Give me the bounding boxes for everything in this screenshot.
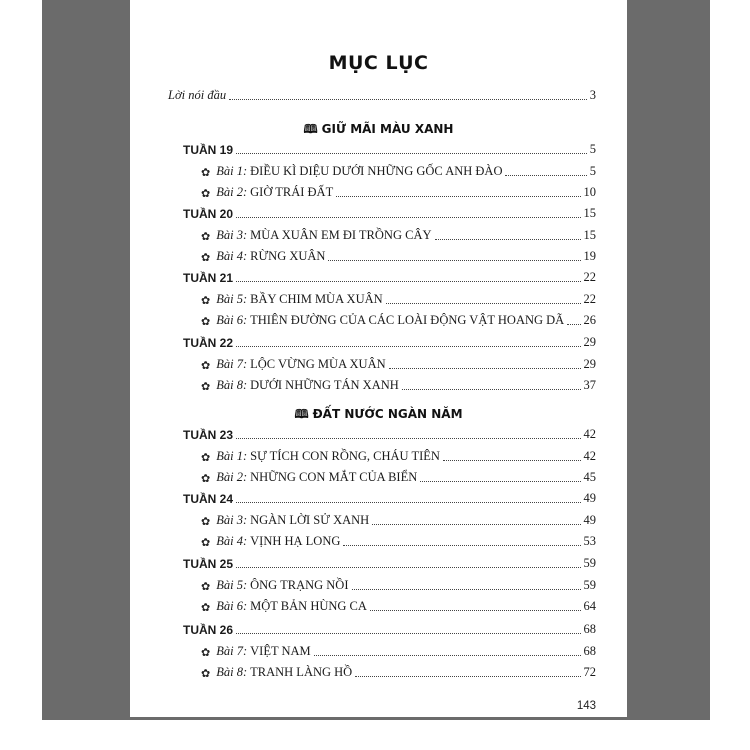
intro-page: 3: [589, 88, 596, 102]
lesson-page: 68: [583, 643, 596, 658]
lesson-title: DƯỚI NHỮNG TÁN XANH: [250, 378, 399, 393]
leader-dots: [236, 216, 580, 218]
toc-lesson-row: [201, 469, 596, 485]
toc-lesson-row: [201, 248, 596, 264]
book-icon: 🕮: [303, 122, 318, 136]
flower-bullet-icon: ✿: [201, 188, 211, 201]
toc-intro: [168, 87, 596, 103]
toc-lesson-row: [201, 512, 596, 528]
leader-dots: [236, 632, 580, 634]
lesson-page: 10: [583, 185, 596, 200]
page-title: MỤC LỤC: [328, 52, 429, 74]
flower-bullet-icon: ✿: [201, 646, 211, 659]
lesson-title: ÔNG TRẠNG NỒI: [250, 577, 349, 592]
lesson-page: 59: [583, 577, 596, 592]
book-page: [130, 0, 627, 717]
lesson-page: 53: [583, 534, 596, 549]
lesson-number: Bài 2:: [216, 470, 248, 485]
lesson-title: RỪNG XUÂN: [250, 249, 326, 264]
toc-week-row: [183, 269, 596, 285]
lesson-page: 29: [583, 356, 596, 371]
flower-bullet-icon: ✿: [201, 230, 211, 243]
toc-lesson-row: [201, 312, 596, 328]
toc-lesson-row: [201, 643, 596, 659]
toc-lesson-row: [201, 356, 596, 372]
week-label: TUẦN 24: [183, 492, 234, 506]
flower-bullet-icon: ✿: [201, 166, 211, 179]
flower-bullet-icon: ✿: [201, 602, 211, 615]
lesson-title: ĐIỀU KÌ DIỆU DƯỚI NHỮNG GỐC ANH ĐÀO: [250, 163, 503, 178]
toc-lesson-row: [201, 577, 596, 593]
lesson-page: 64: [583, 599, 596, 614]
flower-bullet-icon: ✿: [201, 668, 211, 681]
flower-bullet-icon: ✿: [201, 381, 211, 394]
lesson-page: 19: [583, 249, 596, 264]
week-label: TUẦN 19: [183, 143, 234, 157]
lesson-page: 26: [583, 313, 596, 328]
leader-dots: [355, 675, 580, 677]
week-page: 5: [589, 142, 596, 156]
lesson-title: BẦY CHIM MÙA XUÂN: [250, 291, 383, 306]
lesson-title: LỘC VỪNG MÙA XUÂN: [250, 356, 386, 371]
lesson-number: Bài 5:: [216, 291, 248, 306]
toc-week-row: [183, 426, 596, 442]
leader-dots: [402, 388, 581, 390]
leader-dots: [236, 152, 587, 154]
leader-dots: [567, 323, 580, 325]
lesson-number: Bài 8:: [216, 665, 248, 680]
intro-label: Lời nói đầu: [168, 88, 227, 102]
week-label: TUẦN 25: [183, 557, 234, 571]
flower-bullet-icon: ✿: [201, 515, 211, 528]
week-label: TUẦN 20: [183, 207, 234, 221]
toc-week-row: [183, 555, 596, 571]
lesson-number: Bài 8:: [216, 378, 248, 393]
week-page: 68: [583, 622, 596, 636]
toc-lesson-row: [201, 291, 596, 307]
section-title: ĐẤT NƯỚC NGÀN NĂM: [312, 407, 463, 421]
leader-dots: [370, 609, 581, 611]
week-page: 29: [583, 335, 596, 349]
week-label: TUẦN 21: [183, 271, 234, 285]
lesson-number: Bài 7:: [216, 643, 248, 658]
lesson-title: TRANH LÀNG HỒ: [250, 665, 353, 680]
lesson-page: 15: [583, 227, 596, 242]
lesson-number: Bài 6:: [216, 599, 248, 614]
page-number: 143: [576, 700, 596, 712]
lesson-title: VIỆT NAM: [250, 643, 311, 658]
lesson-title: SỰ TÍCH CON RỒNG, CHÁU TIÊN: [250, 448, 440, 463]
leader-dots: [435, 238, 581, 240]
lesson-page: 45: [583, 470, 596, 485]
flower-bullet-icon: ✿: [201, 580, 211, 593]
leader-dots: [336, 195, 580, 197]
leader-dots: [372, 523, 580, 525]
toc-lesson-row: [201, 448, 596, 464]
week-page: 42: [583, 427, 596, 441]
week-page: 49: [583, 491, 596, 505]
lesson-page: 72: [583, 665, 596, 680]
lesson-title: VỊNH HẠ LONG: [250, 534, 341, 549]
lesson-number: Bài 4:: [216, 534, 248, 549]
leader-dots: [443, 459, 581, 461]
leader-dots: [505, 174, 586, 176]
lesson-title: THIÊN ĐƯỜNG CỦA CÁC LOÀI ĐỘNG VẬT HOANG DÃ: [250, 313, 565, 328]
leader-dots: [236, 280, 580, 282]
toc-lesson-row: [201, 377, 596, 393]
lesson-number: Bài 7:: [216, 356, 248, 371]
lesson-title: GIỜ TRÁI ĐẤT: [250, 185, 334, 200]
toc-week-row: [183, 621, 596, 637]
week-label: TUẦN 23: [183, 428, 234, 442]
leader-dots: [236, 437, 580, 439]
leader-dots: [386, 302, 581, 304]
leader-dots: [328, 259, 580, 261]
toc-lesson-row: [201, 533, 596, 549]
flower-bullet-icon: ✿: [201, 359, 211, 372]
lesson-title: MÙA XUÂN EM ĐI TRỒNG CÂY: [250, 227, 432, 242]
leader-dots: [236, 345, 580, 347]
leader-dots: [389, 367, 581, 369]
flower-bullet-icon: ✿: [201, 537, 211, 550]
leader-dots: [420, 480, 580, 482]
toc-week-row: [183, 490, 596, 506]
toc-lesson-row: [201, 598, 596, 614]
section-title: GIỮ MÃI MÀU XANH: [321, 122, 454, 136]
leader-dots: [236, 566, 580, 568]
flower-bullet-icon: ✿: [201, 473, 211, 486]
toc-week-row: [183, 141, 596, 157]
lesson-page: 5: [589, 163, 596, 178]
book-icon: 🕮: [294, 407, 309, 421]
leader-dots: [236, 501, 580, 503]
flower-bullet-icon: ✿: [201, 451, 211, 464]
flower-bullet-icon: ✿: [201, 316, 211, 329]
leader-dots: [314, 654, 581, 656]
week-label: TUẦN 26: [183, 623, 234, 637]
lesson-number: Bài 1:: [216, 163, 248, 178]
toc-lesson-row: [201, 163, 596, 179]
lesson-page: 42: [583, 448, 596, 463]
week-page: 59: [583, 556, 596, 570]
flower-bullet-icon: ✿: [201, 294, 211, 307]
lesson-number: Bài 6:: [216, 313, 248, 328]
toc-lesson-row: [201, 184, 596, 200]
week-page: 22: [583, 270, 596, 284]
week-page: 15: [583, 206, 596, 220]
lesson-title: NGÀN LỜI SỬ XANH: [250, 512, 370, 527]
section-heading: [130, 405, 627, 426]
leader-dots: [352, 588, 581, 590]
lesson-number: Bài 1:: [216, 448, 248, 463]
lesson-number: Bài 5:: [216, 577, 248, 592]
leader-dots: [229, 98, 587, 100]
lesson-page: 22: [583, 291, 596, 306]
section-heading: [130, 120, 627, 141]
toc-week-row: [183, 205, 596, 221]
toc-week-row: [183, 334, 596, 350]
toc-lesson-row: [201, 664, 596, 680]
lesson-number: Bài 3:: [216, 512, 248, 527]
leader-dots: [343, 544, 580, 546]
lesson-number: Bài 3:: [216, 227, 248, 242]
toc-lesson-row: [201, 227, 596, 243]
lesson-number: Bài 4:: [216, 249, 248, 264]
lesson-title: MỘT BẢN HÙNG CA: [250, 599, 367, 614]
lesson-page: 37: [583, 378, 596, 393]
lesson-title: NHỮNG CON MẮT CỦA BIỂN: [250, 470, 418, 485]
lesson-page: 49: [583, 512, 596, 527]
week-label: TUẦN 22: [183, 336, 234, 350]
lesson-number: Bài 2:: [216, 185, 248, 200]
flower-bullet-icon: ✿: [201, 252, 211, 265]
